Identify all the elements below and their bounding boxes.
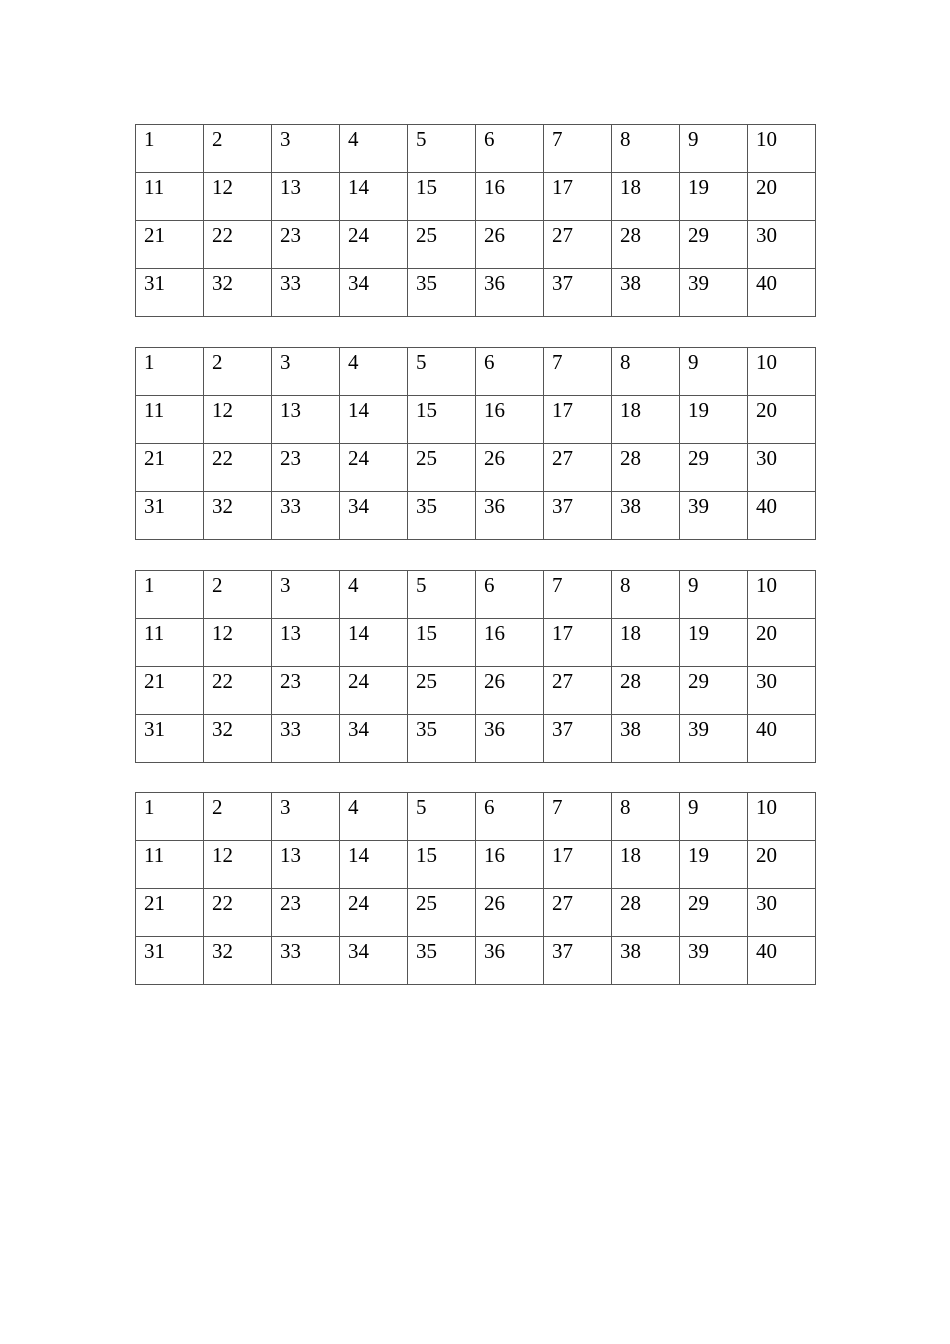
table-cell: 26 (476, 444, 544, 492)
table-cell: 2 (204, 348, 272, 396)
table-cell: 9 (680, 793, 748, 841)
table-cell: 33 (272, 715, 340, 763)
table-cell: 39 (680, 492, 748, 540)
table-cell: 16 (476, 173, 544, 221)
table-row (136, 889, 816, 937)
table-cell: 25 (408, 444, 476, 492)
table-cell: 12 (204, 396, 272, 444)
table-cell: 21 (136, 889, 204, 937)
table-cell: 10 (748, 793, 816, 841)
table-cell: 19 (680, 396, 748, 444)
table-cell: 14 (340, 396, 408, 444)
table-cell: 11 (136, 396, 204, 444)
table-cell: 17 (544, 619, 612, 667)
table-row (136, 841, 816, 889)
table-cell: 15 (408, 841, 476, 889)
table-row (136, 667, 816, 715)
table-cell: 11 (136, 173, 204, 221)
table-row (136, 571, 816, 619)
table-cell: 30 (748, 444, 816, 492)
table-cell: 40 (748, 937, 816, 985)
table-cell: 12 (204, 619, 272, 667)
table-cell: 13 (272, 396, 340, 444)
table-row (136, 492, 816, 540)
table-cell: 18 (612, 173, 680, 221)
table-cell: 14 (340, 841, 408, 889)
table-cell: 32 (204, 715, 272, 763)
table-cell: 7 (544, 125, 612, 173)
table-cell: 31 (136, 937, 204, 985)
table-cell: 16 (476, 619, 544, 667)
table-cell: 40 (748, 269, 816, 317)
table-cell: 21 (136, 221, 204, 269)
table-cell: 10 (748, 348, 816, 396)
table-cell: 8 (612, 793, 680, 841)
table-cell: 29 (680, 889, 748, 937)
table-cell: 34 (340, 269, 408, 317)
table-cell: 2 (204, 571, 272, 619)
table-cell: 32 (204, 937, 272, 985)
table-cell: 2 (204, 793, 272, 841)
table-cell: 1 (136, 793, 204, 841)
table-cell: 13 (272, 619, 340, 667)
table-cell: 24 (340, 444, 408, 492)
table-row (136, 269, 816, 317)
table-cell: 25 (408, 667, 476, 715)
table-row (136, 619, 816, 667)
table-cell: 17 (544, 173, 612, 221)
table-cell: 35 (408, 715, 476, 763)
table-cell: 3 (272, 125, 340, 173)
number-grid-table (135, 347, 816, 540)
table-cell: 9 (680, 571, 748, 619)
table-cell: 30 (748, 221, 816, 269)
number-grid-table (135, 570, 816, 763)
table-cell: 33 (272, 937, 340, 985)
table-cell: 27 (544, 221, 612, 269)
table-row (136, 348, 816, 396)
table-cell: 21 (136, 444, 204, 492)
table-cell: 1 (136, 348, 204, 396)
table-cell: 23 (272, 667, 340, 715)
table-cell: 24 (340, 667, 408, 715)
table-cell: 35 (408, 492, 476, 540)
table-cell: 37 (544, 715, 612, 763)
table-cell: 39 (680, 937, 748, 985)
table-cell: 6 (476, 793, 544, 841)
table-cell: 40 (748, 715, 816, 763)
table-cell: 30 (748, 667, 816, 715)
table-cell: 19 (680, 841, 748, 889)
table-cell: 38 (612, 715, 680, 763)
table-cell: 36 (476, 492, 544, 540)
table-cell: 38 (612, 492, 680, 540)
table-cell: 39 (680, 715, 748, 763)
table-row (136, 173, 816, 221)
table-cell: 18 (612, 841, 680, 889)
table-cell: 20 (748, 173, 816, 221)
table-cell: 3 (272, 348, 340, 396)
table-cell: 27 (544, 667, 612, 715)
table-cell: 12 (204, 173, 272, 221)
table-cell: 17 (544, 841, 612, 889)
table-cell: 33 (272, 269, 340, 317)
table-cell: 31 (136, 715, 204, 763)
table-cell: 4 (340, 571, 408, 619)
table-cell: 2 (204, 125, 272, 173)
table-cell: 7 (544, 348, 612, 396)
table-row (136, 793, 816, 841)
table-cell: 11 (136, 619, 204, 667)
table-cell: 15 (408, 619, 476, 667)
table-cell: 40 (748, 492, 816, 540)
table-cell: 6 (476, 348, 544, 396)
table-row (136, 937, 816, 985)
table-cell: 13 (272, 173, 340, 221)
table-cell: 5 (408, 793, 476, 841)
table-cell: 8 (612, 571, 680, 619)
table-cell: 9 (680, 348, 748, 396)
table-cell: 38 (612, 269, 680, 317)
table-cell: 37 (544, 937, 612, 985)
table-cell: 3 (272, 571, 340, 619)
table-cell: 26 (476, 667, 544, 715)
table-cell: 28 (612, 889, 680, 937)
table-row (136, 444, 816, 492)
table-cell: 36 (476, 715, 544, 763)
table-cell: 10 (748, 571, 816, 619)
table-cell: 5 (408, 571, 476, 619)
table-row (136, 221, 816, 269)
table-cell: 10 (748, 125, 816, 173)
table-cell: 22 (204, 889, 272, 937)
table-cell: 32 (204, 492, 272, 540)
table-cell: 28 (612, 667, 680, 715)
table-cell: 12 (204, 841, 272, 889)
table-cell: 35 (408, 269, 476, 317)
table-cell: 6 (476, 571, 544, 619)
table-cell: 16 (476, 841, 544, 889)
table-cell: 4 (340, 125, 408, 173)
table-cell: 21 (136, 667, 204, 715)
table-cell: 7 (544, 793, 612, 841)
table-cell: 29 (680, 444, 748, 492)
table-cell: 8 (612, 125, 680, 173)
table-cell: 26 (476, 889, 544, 937)
table-cell: 31 (136, 269, 204, 317)
table-cell: 27 (544, 889, 612, 937)
table-cell: 32 (204, 269, 272, 317)
table-cell: 31 (136, 492, 204, 540)
table-cell: 30 (748, 889, 816, 937)
table-cell: 9 (680, 125, 748, 173)
table-cell: 24 (340, 221, 408, 269)
table-cell: 1 (136, 125, 204, 173)
table-cell: 23 (272, 221, 340, 269)
table-cell: 22 (204, 667, 272, 715)
table-cell: 17 (544, 396, 612, 444)
table-cell: 11 (136, 841, 204, 889)
table-cell: 28 (612, 444, 680, 492)
table-cell: 23 (272, 444, 340, 492)
table-cell: 16 (476, 396, 544, 444)
table-cell: 28 (612, 221, 680, 269)
table-cell: 39 (680, 269, 748, 317)
table-cell: 22 (204, 221, 272, 269)
table-cell: 8 (612, 348, 680, 396)
table-cell: 15 (408, 396, 476, 444)
table-cell: 34 (340, 937, 408, 985)
table-cell: 29 (680, 221, 748, 269)
table-cell: 24 (340, 889, 408, 937)
table-cell: 13 (272, 841, 340, 889)
table-cell: 14 (340, 173, 408, 221)
table-cell: 29 (680, 667, 748, 715)
table-cell: 7 (544, 571, 612, 619)
table-row (136, 715, 816, 763)
table-cell: 20 (748, 396, 816, 444)
number-grid-table (135, 124, 816, 317)
table-row (136, 396, 816, 444)
table-cell: 20 (748, 619, 816, 667)
table-cell: 37 (544, 492, 612, 540)
table-cell: 14 (340, 619, 408, 667)
table-cell: 1 (136, 571, 204, 619)
table-cell: 23 (272, 889, 340, 937)
table-cell: 22 (204, 444, 272, 492)
table-cell: 18 (612, 619, 680, 667)
table-cell: 3 (272, 793, 340, 841)
table-cell: 38 (612, 937, 680, 985)
table-cell: 36 (476, 269, 544, 317)
table-cell: 34 (340, 715, 408, 763)
table-cell: 19 (680, 619, 748, 667)
table-cell: 27 (544, 444, 612, 492)
table-cell: 18 (612, 396, 680, 444)
table-cell: 37 (544, 269, 612, 317)
table-cell: 5 (408, 125, 476, 173)
number-grid-table (135, 792, 816, 985)
table-cell: 6 (476, 125, 544, 173)
table-cell: 36 (476, 937, 544, 985)
table-cell: 15 (408, 173, 476, 221)
table-cell: 5 (408, 348, 476, 396)
table-cell: 33 (272, 492, 340, 540)
table-row (136, 125, 816, 173)
table-cell: 20 (748, 841, 816, 889)
table-cell: 35 (408, 937, 476, 985)
table-cell: 34 (340, 492, 408, 540)
table-cell: 26 (476, 221, 544, 269)
table-cell: 4 (340, 793, 408, 841)
table-cell: 4 (340, 348, 408, 396)
table-cell: 19 (680, 173, 748, 221)
table-cell: 25 (408, 221, 476, 269)
table-cell: 25 (408, 889, 476, 937)
